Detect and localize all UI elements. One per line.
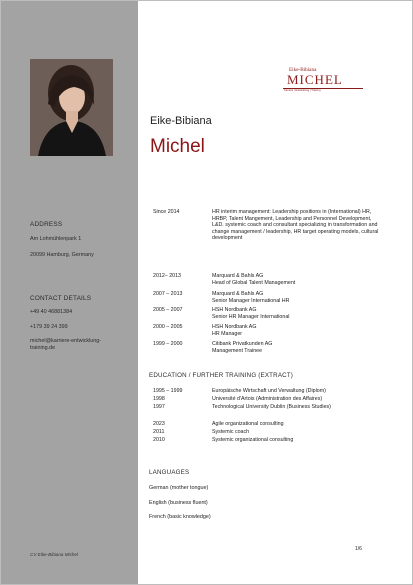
exp-desc: HSH Nordbank AG Senior HR Manager International — [212, 307, 290, 320]
languages-title: LANGUAGES — [149, 469, 190, 476]
edu-desc: Agile organizational consulting — [212, 421, 284, 427]
exp-date: 2012– 2013 — [153, 273, 181, 279]
logo-big-text: MICHEL — [287, 72, 343, 87]
exp-desc: Marquard & Bahls AG Head of Global Talent Management — [212, 273, 296, 286]
language-item: German (mother tongue) — [149, 485, 209, 491]
education-title: EDUCATION / FURTHER TRAINING (EXTRACT) — [149, 372, 294, 379]
exp-desc: HR interim management: Leadership positions in (International) HR, HRBP, Talent Mangement, Leadership and Personnel Development, L&D. systemic coach and consultant specializing in transformation and change management / leadership, HR target operating models, cultural development — [212, 209, 379, 242]
edu-date: 1995 – 1999 — [153, 388, 183, 394]
edu-date: 1998 — [153, 396, 165, 402]
edu-desc: Université d'Artois (Administration des Affaires) — [212, 396, 323, 402]
edu-date: 2011 — [153, 429, 165, 435]
exp-date: Since 2014 — [153, 209, 180, 215]
edu-desc: Systemic coach — [212, 429, 250, 435]
email-link[interactable]: michel@karriere-entwicklung-training.de — [30, 338, 102, 351]
edu-date: 2010 — [153, 437, 165, 443]
phone-2: +179 39 24 399 — [30, 324, 68, 330]
phone-1: +49 40 46881384 — [30, 309, 73, 315]
edu-date: 1997 — [153, 404, 165, 410]
exp-desc: Citibank Privatkunden AG Management Trainee — [212, 341, 273, 354]
address-line1: Am Lohmühlenpark 1 — [30, 236, 82, 242]
language-item: French (basic knowledge) — [149, 514, 211, 520]
edu-date: 2023 — [153, 421, 165, 427]
language-item: English (business fluent) — [149, 500, 208, 506]
exp-date: 2000 – 2005 — [153, 324, 183, 330]
edu-desc: Europäische Wirtschaft und Verwaltung (Diplom) — [212, 388, 326, 394]
last-name: Michel — [150, 136, 205, 157]
exp-date: 2005 – 2007 — [153, 307, 183, 313]
logo-tagline: Karriere | Entwicklung | Training — [284, 89, 321, 92]
exp-desc: Marquard & Bahls AG Senior Manager International HR — [212, 291, 290, 304]
profile-photo — [30, 59, 113, 156]
edu-desc: Technological University Dublin (Business Studies) — [212, 404, 331, 410]
edu-desc: Systemic organizational consulting — [212, 437, 294, 443]
first-name: Eike-Bibiana — [150, 115, 212, 127]
address-label: ADDRESS — [30, 221, 63, 228]
footer-note: CV Eike-Bibiana Michel — [30, 552, 78, 557]
logo — [283, 67, 365, 95]
exp-date: 1999 – 2000 — [153, 341, 183, 347]
page-number: 1/6 — [355, 546, 362, 552]
address-line2: 20099 Hamburg, Germany — [30, 252, 94, 258]
logo-small-text: Eike-Bibiana — [289, 67, 317, 73]
contact-label: CONTACT DETAILS — [30, 295, 92, 302]
exp-date: 2007 – 2013 — [153, 291, 183, 297]
exp-desc: HSH Nordbank AG HR Manager — [212, 324, 257, 337]
